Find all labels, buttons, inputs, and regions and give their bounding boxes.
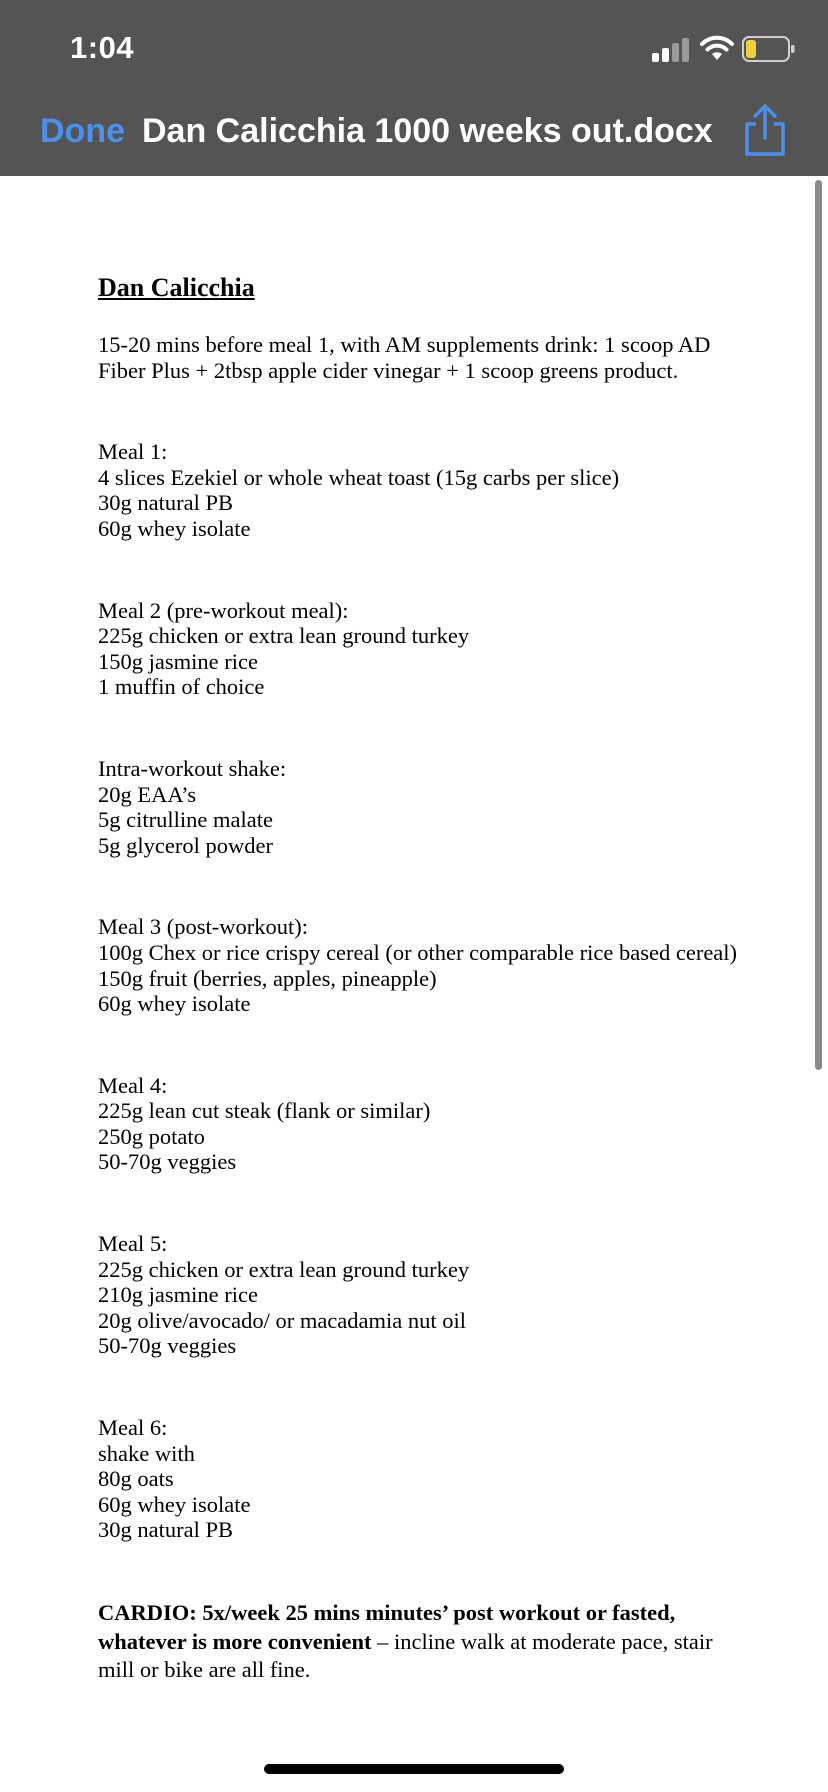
meal-item: 20g olive/avocado/ or macadamia nut oil (98, 1307, 467, 1333)
meal-item: 30g natural PB (98, 490, 233, 516)
meal-item: 5g glycerol powder (98, 832, 273, 858)
cardio-text: – incline walk at moderate pace, stair mill or bike are all fine. (98, 1628, 713, 1682)
meal-heading: Intra-workout shake: (98, 755, 287, 781)
meal-item: 60g whey isolate (98, 991, 251, 1017)
meal-section (98, 1073, 738, 1175)
meal-section (98, 439, 738, 541)
meal-item: 225g lean cut steak (flank or similar) (98, 1098, 431, 1124)
meal-item: shake with (98, 1440, 195, 1466)
meal-item: 60g whey isolate (98, 1491, 251, 1517)
meal-heading: Meal 6: (98, 1415, 168, 1441)
meal-section (98, 914, 738, 1016)
meal-item: 20g EAA’s (98, 781, 197, 807)
meal-item: 250g potato (98, 1123, 205, 1149)
meal-sections (98, 439, 738, 1543)
meal-heading: Meal 5: (98, 1231, 168, 1257)
meal-item: 1 muffin of choice (98, 674, 265, 700)
cellular-signal-icon (652, 38, 690, 62)
scrollbar[interactable] (815, 180, 822, 1070)
meal-item: 60g whey isolate (98, 515, 251, 541)
meal-item: 225g chicken or extra lean ground turkey (98, 1256, 470, 1282)
cardio-bold-text: CARDIO: 5x/week 25 mins minutes’ post workout or fasted, whatever is more convenient (98, 1600, 676, 1654)
meal-item: 30g natural PB (98, 1517, 233, 1543)
done-button[interactable]: Done (40, 112, 125, 150)
meal-item: 5g citrulline malate (98, 807, 273, 833)
document-body (98, 270, 738, 1685)
meal-item: 80g oats (98, 1466, 174, 1492)
intro-paragraph: 15-20 mins before meal 1, with AM supplements drink: 1 scoop AD Fiber Plus + 2tbsp apple cider vinegar + 1 scoop greens product. (98, 332, 711, 383)
meal-heading: Meal 3 (post-workout): (98, 914, 308, 940)
battery-icon (742, 36, 796, 62)
meal-section (98, 598, 738, 700)
meal-heading: Meal 4: (98, 1072, 168, 1098)
share-icon[interactable] (742, 104, 788, 156)
top-bar (0, 0, 828, 176)
meal-item: 50-70g veggies (98, 1333, 237, 1359)
document-title: Dan Calicchia 1000 weeks out.docx (142, 112, 713, 150)
meal-section (98, 1231, 738, 1359)
document-heading: Dan Calicchia (98, 273, 255, 302)
wifi-icon (699, 34, 735, 62)
meal-item: 150g jasmine rice (98, 648, 258, 674)
meal-heading: Meal 1: (98, 439, 168, 465)
meal-item: 4 slices Ezekiel or whole wheat toast (15g carbs per slice) (98, 464, 620, 490)
meal-item: 50-70g veggies (98, 1149, 237, 1175)
cardio-paragraph (98, 1599, 738, 1685)
meal-section (98, 756, 738, 858)
home-indicator[interactable] (264, 1764, 564, 1774)
meal-item: 225g chicken or extra lean ground turkey (98, 623, 470, 649)
meal-heading: Meal 2 (pre-workout meal): (98, 597, 349, 623)
meal-item: 210g jasmine rice (98, 1282, 258, 1308)
status-time: 1:04 (70, 30, 135, 65)
meal-item: 100g Chex or rice crispy cereal (or other comparable rice based cereal) (98, 939, 738, 965)
meal-section (98, 1415, 738, 1543)
meal-item: 150g fruit (berries, apples, pineapple) (98, 965, 437, 991)
